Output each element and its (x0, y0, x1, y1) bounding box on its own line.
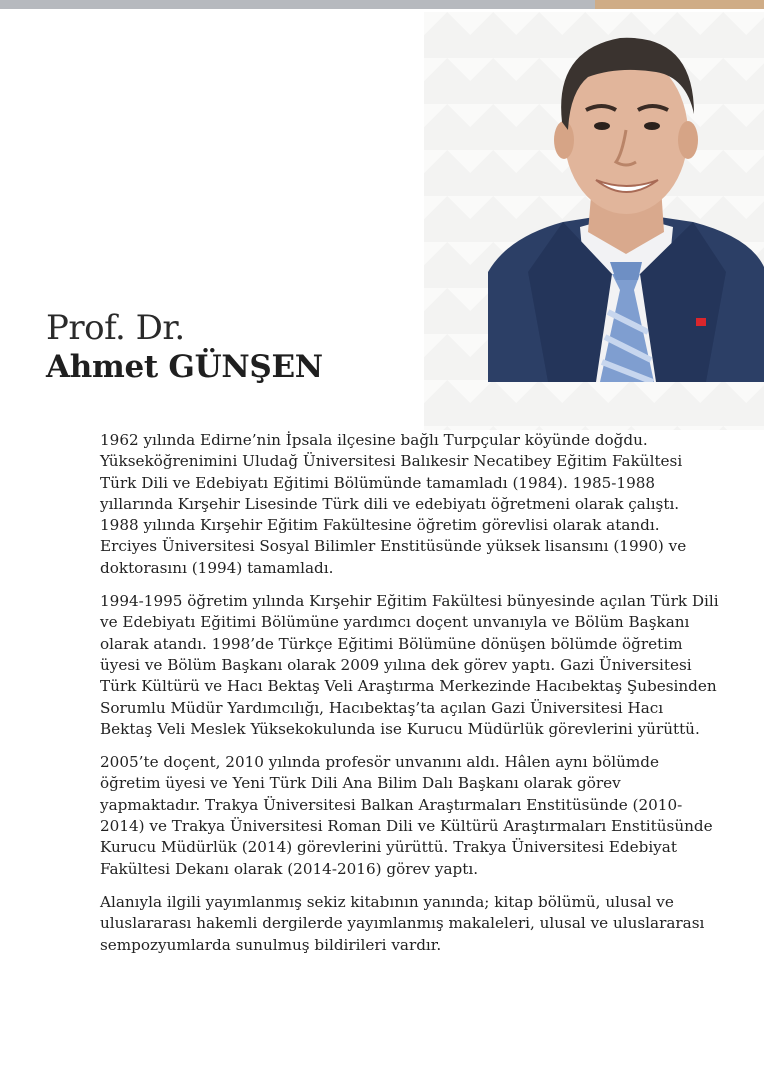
top-bar-gold (595, 0, 764, 9)
title-prefix: Prof. Dr. (46, 308, 185, 348)
bio-paragraph-3: 2005’te doçent, 2010 yılında profesör unvanını aldı. Hâlen aynı bölümde öğretim üyesi ve Yeni Türk Dili Ana Bilim Dalı Başkanı olarak görev yapmaktadır. Trakya Üniversitesi Balkan Araştırmaları Enstitüsünde (2010-2014) ve Trakya Üniversitesi Roman Dili ve Kültürü Araştırmaları Enstitüsünde Kurucu Müdürlük (2014) görevlerini yürüttü. Trakya Üniversitesi Edebiyat Fakültesi Dekanı olarak (2014-2016) görev yaptı. (100, 753, 713, 878)
person-name: Ahmet GÜNŞEN (46, 349, 323, 385)
bio-paragraph-2: 1994-1995 öğretim yılında Kırşehir Eğitim Fakültesi bünyesinde açılan Türk Dili ve Edebiyatı Eğitimi Bölümüne yardımcı doçent unvanıyla ve Bölüm Başkanı olarak atandı. 1998’de Türkçe Eğitimi Bölümüne dönüşen bölümde öğretim üyesi ve Bölüm Başkanı olarak 2009 yılına dek görev yaptı. Gazi Üniversitesi Türk Kültürü ve Hacı Bektaş Veli Araştırma Merkezinde Hacıbektaş Şubesinden Sorumlu Müdür Yardımcılığı, Hacıbektaş’ta açılan Gazi Üniversitesi Hacı Bektaş Veli Meslek Yüksekokulunda ise Kurucu Müdürlük görevlerini yürüttü. (100, 592, 719, 738)
bio-paragraph-1: 1962 yılında Edirne’nin İpsala ilçesine bağlı Turpçular köyünde doğdu. Yükseköğrenimini Uludağ Üniversitesi Balıkesir Necatibey Eğitim Fakültesi Türk Dili ve Edebiyatı Eğitimi Bölümünde tamamladı (1984). 1985-1988 yıllarında Kırşehir Lisesinde Türk dili ve edebiyatı öğretmeni olarak çalıştı. 1988 yılında Kırşehir Eğitim Fakültesine öğretim görevlisi olarak atandı. Erciyes Üniversitesi Sosyal Bilimler Enstitüsünde yüksek lisansını (1990) ve doktorasını (1994) tamamladı. (100, 431, 687, 577)
bio-paragraph-4: Alanıyla ilgili yayımlanmış sekiz kitabının yanında; kitap bölümü, ulusal ve uluslararası hakemli dergilerde yayımlanmış makaleleri, ulusal ve uluslararası sempozyumlarda sunulmuş bildirileri vardır. (100, 892, 705, 954)
biography (100, 430, 720, 968)
top-bar-grey (0, 0, 595, 9)
portrait-photo (488, 22, 764, 382)
